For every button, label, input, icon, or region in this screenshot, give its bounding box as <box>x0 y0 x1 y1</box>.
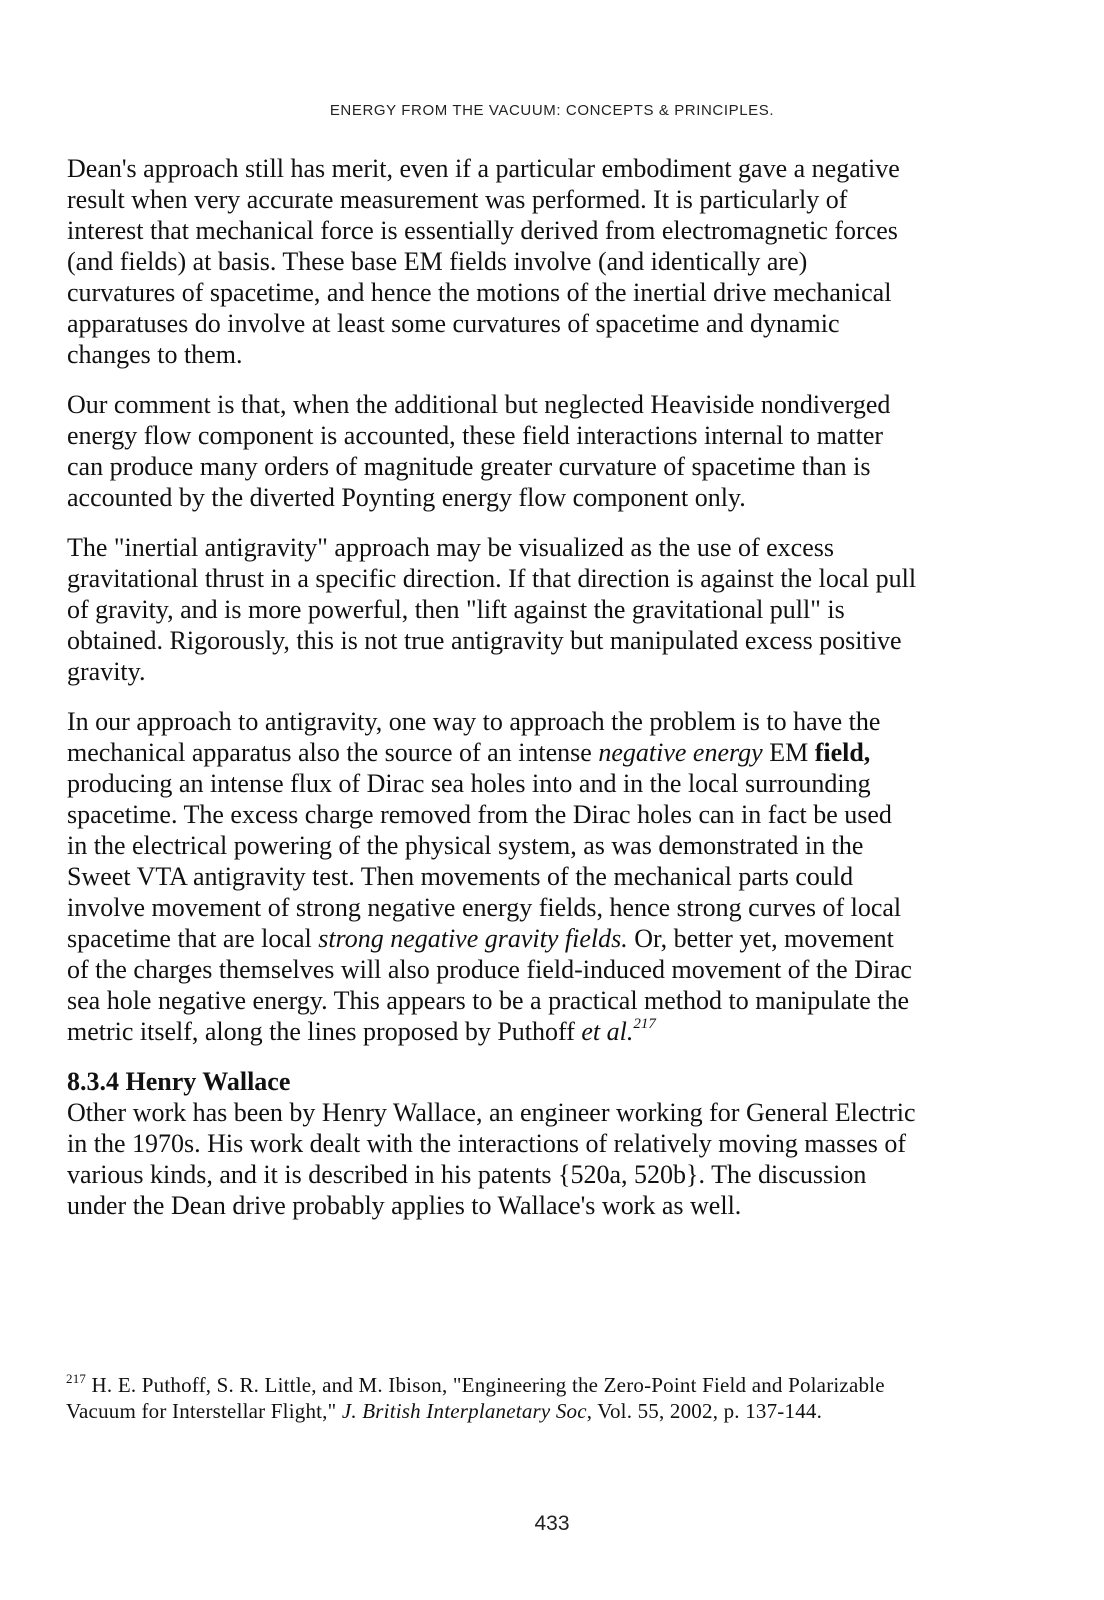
paragraph-our-approach <box>67 706 917 1047</box>
paragraph-henry-wallace: Other work has been by Henry Wallace, an engineer working for General Electric in the 1970s. His work dealt with the interactions of relatively moving masses of various kinds, and it is described in his patents {520a, 520b}. The discussion under the Dean drive probably applies to Wallace's work as well. <box>67 1098 916 1220</box>
footnote-text-a: H. E. Puthoff, S. R. Little, and M. Ibison, "Engineering the Zero-Point Field and Polarizable Vacuum for Interstellar Flight," <box>66 1373 885 1423</box>
p4-text-c: EM <box>762 738 815 767</box>
page-number: 433 <box>534 1512 570 1535</box>
footnote <box>66 1372 926 1424</box>
p4-italic-negative-energy: negative energy <box>598 738 763 767</box>
paragraph-inertial-antigravity: The "inertial antigravity" approach may be visualized as the use of excess gravitational thrust in a specific direction. If that direction is against the local pull of gravity, and is more powerful, then "lift against the gravitational pull" is obtained. Rigorously, this is not true antigravity but manipulated excess positive gravity. <box>67 533 917 686</box>
footnote-reference: 217 <box>633 1016 656 1032</box>
p4-bold-field: field, <box>814 738 871 767</box>
body-text <box>67 153 917 1240</box>
p4-text-e: producing an intense flux of Dirac sea holes into and in the local surrounding spacetime. The excess charge removed from the Dirac holes can in fact be used in the electrical powering of the physical system, as was demonstrated in the Sweet VTA antigravity test. Then movements of the mechanical parts could involve movement of strong negative energy fields, hence strong curves of local spacetime that are local <box>67 769 902 953</box>
running-header: ENERGY FROM THE VACUUM: CONCEPTS & PRINCIPLES. <box>329 102 775 119</box>
footnote-number: 217 <box>66 1371 87 1386</box>
paragraph-dean-approach: Dean's approach still has merit, even if a particular embodiment gave a negative result when very accurate measurement was performed. It is particularly of interest that mechanical force is essentially derived from electromagnetic forces (and fields) at basis. These base EM fields involve (and identically are) curvatures of spacetime, and hence the motions of the inertial drive mechanical apparatuses do involve at least some curvatures of spacetime and dynamic changes to them. <box>67 154 900 369</box>
footnote-text-b: , Vol. 55, 2002, p. 137-144. <box>586 1399 823 1423</box>
p4-italic-strong-negative-gravity: strong negative gravity fields. <box>318 924 628 953</box>
p4-text-g: Or, better yet, movement of the charges themselves will also produce field-induced movement of the Dirac sea hole negative energy. This appears to be a practical method to manipulate the metric itself, along the lines proposed by Puthoff <box>67 924 912 1046</box>
paragraph-heaviside-comment: Our comment is that, when the additional but neglected Heaviside nondiverged energy flow component is accounted, these field interactions internal to matter can produce many orders of magnitude greater curvature of spacetime than is accounted by the diverted Poynting energy flow component only. <box>67 390 891 512</box>
section-heading: 8.3.4 Henry Wallace <box>67 1067 291 1096</box>
footnote-journal: J. British Interplanetary Soc <box>341 1399 587 1423</box>
p4-italic-et-al: et al. <box>581 1017 634 1046</box>
p4-text-a: In our approach to antigravity, one way to approach the problem is to have the mechanical apparatus also the source of an intense <box>67 707 881 767</box>
